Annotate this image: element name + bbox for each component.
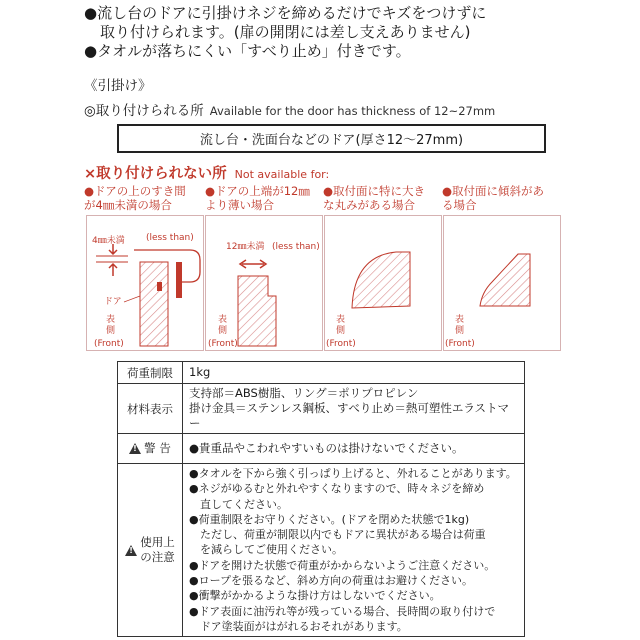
list-item: ただし、荷重が制限以内でもドアに異状がある場合は荷重 [189, 528, 486, 542]
diagram-rounded-surface [352, 252, 410, 308]
hook-tip [157, 282, 162, 291]
intro-line-3: ●タオルが落ちにくい「すべり止め」付きです。 [84, 42, 411, 60]
front-label-3: 表 側 [336, 315, 346, 336]
gap-label: 4㎜未満 [92, 236, 125, 246]
list-item: ●荷重制限をお守りください。(ドアを閉めた状態で1kg) [189, 512, 470, 526]
thin-label: 12㎜未満 [226, 242, 265, 252]
rounded-door-shape [352, 252, 410, 308]
less-than-label-2: (less than) [272, 242, 320, 252]
front-en-label-4: (Front) [445, 339, 475, 349]
caution-label-2: の注意 [140, 550, 175, 565]
intro-line-2: 取り付けられます。(扉の開閉には差し支えありません) [100, 23, 471, 41]
list-item: ●タオルを下から強く引っぱり上げると、外れることがあります。 [189, 467, 517, 480]
list-item: を減らしてご使用ください。 [189, 543, 343, 557]
can-install-title: ◎取り付けられる所 [84, 103, 204, 119]
warning-text: ●貴重品やこわれやすいものは掛けないでください。 [183, 434, 525, 464]
hook-heading: 《引掛け》 [84, 78, 152, 94]
slanted-door-shape [480, 254, 530, 306]
door-thickness-box: 流し台・洗面台などのドア(厚さ12～27mm) [117, 124, 546, 153]
front-label-1: 表 側 [106, 315, 116, 336]
caution-text [183, 464, 525, 637]
hook-bar [176, 262, 182, 298]
door-label: ドア [104, 297, 122, 307]
warning-icon [129, 443, 141, 454]
caution-label-1: 使用上 [140, 535, 175, 550]
material-label: 材料表示 [118, 384, 183, 434]
panel-1-title: ●ドアの上のすき間 が4㎜未満の場合 [84, 184, 186, 212]
list-item: ●ロープを張るなど、斜め方向の荷重はお避けください。 [189, 574, 474, 588]
door-edge-shape [140, 262, 168, 346]
diagram-thin-door [238, 260, 276, 346]
door-leader-line [124, 296, 140, 302]
table-row [118, 384, 525, 434]
load-limit-value: 1kg [183, 362, 525, 384]
cannot-install-title-en: Not available for: [234, 168, 330, 181]
intro-line-1: ●流し台のドアに引掛けネジを締めるだけでキズをつけずに [84, 4, 487, 22]
caution-list [189, 466, 518, 634]
list-item: ●ドア表面に油汚れ等が残っている場合、長時間の取り付けで [189, 604, 496, 618]
table-row [118, 362, 525, 384]
load-limit-label: 荷重制限 [118, 362, 183, 384]
list-item: ●ドアを開けた状態で荷重がかからないようご注意ください。 [189, 558, 496, 572]
cannot-install-title: ×取り付けられない所 [84, 166, 227, 182]
front-label-2: 表 側 [218, 315, 228, 336]
list-item: ●ネジがゆるむと外れやすくなりますので、時々ネジを締め [189, 482, 485, 496]
warning-label-cell [118, 434, 183, 464]
table-row [118, 434, 525, 464]
material-value: 支持部＝ABS樹脂、リング＝ポリプロピレン 掛け金具＝ステンレス鋼板、すべり止め＝熱可塑性エラストマー [183, 384, 525, 434]
list-item: ドア塗装面がはがれるおそれがあります。 [189, 619, 408, 633]
front-label-4: 表 側 [455, 315, 465, 336]
front-en-label-1: (Front) [94, 339, 124, 349]
panel-2-title: ●ドアの上端が12㎜ より薄い場合 [205, 184, 310, 212]
panel-3-title: ●取付面に特に大き な丸みがある場合 [323, 184, 426, 212]
table-row [118, 464, 525, 637]
panel-4-title: ●取付面に傾斜があ る場合 [442, 184, 545, 212]
list-item: 直してください。 [189, 497, 288, 511]
front-en-label-2: (Front) [208, 339, 238, 349]
less-than-label-1: (less than) [146, 233, 194, 243]
warning-label: 警 告 [144, 441, 171, 456]
arrow-up-icon [109, 264, 117, 276]
thin-door-shape [238, 276, 276, 346]
can-install-title-en: Available for the door has thickness of 12~27mm [209, 104, 496, 118]
caution-icon [125, 545, 137, 556]
list-item: ●衝撃がかかるような掛け方はしないでください。 [189, 589, 441, 603]
caution-label-cell [118, 464, 183, 637]
spec-table [117, 361, 525, 637]
diagram-slanted-surface [480, 254, 530, 306]
front-en-label-3: (Front) [326, 339, 356, 349]
